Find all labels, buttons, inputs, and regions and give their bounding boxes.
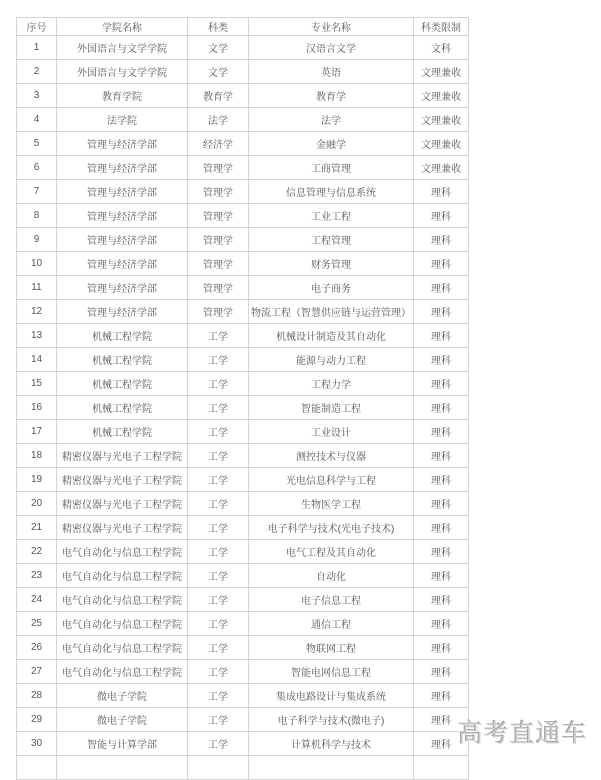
table-cell: 26 [17, 636, 57, 660]
table-cell: 财务管理 [249, 252, 414, 276]
table-row [17, 156, 469, 180]
table-cell: 工学 [188, 372, 249, 396]
table-cell: 通信工程 [249, 612, 414, 636]
table-cell: 13 [17, 324, 57, 348]
table-row [17, 132, 469, 156]
table-cell: 文科 [414, 36, 469, 60]
table-cell: 精密仪器与光电子工程学院 [57, 492, 188, 516]
table-cell: 理科 [414, 684, 469, 708]
table-cell: 电子信息工程 [249, 588, 414, 612]
table-cell: 工学 [188, 660, 249, 684]
table-cell: 工学 [188, 492, 249, 516]
table-cell: 精密仪器与光电子工程学院 [57, 468, 188, 492]
table-cell: 法学 [188, 108, 249, 132]
table-cell: 工学 [188, 564, 249, 588]
table-row [17, 396, 469, 420]
table-cell: 教育学院 [57, 84, 188, 108]
table-cell: 经济学 [188, 132, 249, 156]
table-cell: 汉语言文学 [249, 36, 414, 60]
table-cell: 理科 [414, 492, 469, 516]
table-cell: 工学 [188, 612, 249, 636]
table-cell: 3 [17, 84, 57, 108]
table-cell: 法学 [249, 108, 414, 132]
table-cell: 理科 [414, 420, 469, 444]
table-row [17, 300, 469, 324]
table-cell: 1 [17, 36, 57, 60]
table-cell: 管理与经济学部 [57, 132, 188, 156]
table-cell: 19 [17, 468, 57, 492]
table-cell: 文学 [188, 60, 249, 84]
table-cell: 工学 [188, 516, 249, 540]
table-cell: 工学 [188, 396, 249, 420]
table-row [17, 348, 469, 372]
table-cell: 管理学 [188, 180, 249, 204]
table-row [17, 684, 469, 708]
table-cell: 管理与经济学部 [57, 276, 188, 300]
table-cell: 文理兼收 [414, 60, 469, 84]
table-cell: 工学 [188, 468, 249, 492]
table-row [17, 84, 469, 108]
table-cell: 管理学 [188, 252, 249, 276]
table-cell: 理科 [414, 228, 469, 252]
table-row [17, 660, 469, 684]
table-cell: 物流工程（智慧供应链与运营管理） [249, 300, 414, 324]
table-cell: 25 [17, 612, 57, 636]
table-cell: 14 [17, 348, 57, 372]
table-cell: 电气自动化与信息工程学院 [57, 564, 188, 588]
column-header: 科类限制 [414, 18, 469, 36]
table-row [17, 516, 469, 540]
column-header: 科类 [188, 18, 249, 36]
table-cell: 智能与计算学部 [57, 732, 188, 756]
table-cell: 工业工程 [249, 204, 414, 228]
table-cell: 28 [17, 684, 57, 708]
table-cell: 精密仪器与光电子工程学院 [57, 516, 188, 540]
table-row [17, 588, 469, 612]
table-cell: 22 [17, 540, 57, 564]
table-row [17, 444, 469, 468]
table-cell: 管理学 [188, 204, 249, 228]
table-cell: 工学 [188, 588, 249, 612]
table-row [17, 372, 469, 396]
table-cell: 文理兼收 [414, 84, 469, 108]
table-cell: 理科 [414, 348, 469, 372]
table-cell [188, 756, 249, 780]
table-cell [414, 756, 469, 780]
table-cell: 能源与动力工程 [249, 348, 414, 372]
table-cell: 智能电网信息工程 [249, 660, 414, 684]
table-cell: 工学 [188, 732, 249, 756]
table-row [17, 708, 469, 732]
table-cell: 理科 [414, 180, 469, 204]
table-row [17, 60, 469, 84]
table-cell: 电气自动化与信息工程学院 [57, 588, 188, 612]
table-cell: 智能制造工程 [249, 396, 414, 420]
watermark: 高考直通车 [458, 720, 589, 748]
table-cell: 理科 [414, 540, 469, 564]
table-cell: 工程力学 [249, 372, 414, 396]
table-cell: 英语 [249, 60, 414, 84]
table-cell: 电气自动化与信息工程学院 [57, 540, 188, 564]
table-cell: 光电信息科学与工程 [249, 468, 414, 492]
table-cell: 管理学 [188, 276, 249, 300]
table-cell: 工学 [188, 540, 249, 564]
table-cell: 教育学 [188, 84, 249, 108]
table-cell: 工商管理 [249, 156, 414, 180]
table-cell: 管理与经济学部 [57, 252, 188, 276]
table-cell: 机械工程学院 [57, 420, 188, 444]
table-cell: 理科 [414, 300, 469, 324]
table-cell: 机械工程学院 [57, 324, 188, 348]
table-row [17, 420, 469, 444]
table-cell: 管理学 [188, 228, 249, 252]
table-cell: 信息管理与信息系统 [249, 180, 414, 204]
table-cell: 17 [17, 420, 57, 444]
table-cell: 8 [17, 204, 57, 228]
table-cell: 9 [17, 228, 57, 252]
table-cell: 20 [17, 492, 57, 516]
table-row [17, 612, 469, 636]
table-cell: 21 [17, 516, 57, 540]
table-cell: 理科 [414, 204, 469, 228]
table-cell: 5 [17, 132, 57, 156]
table-cell: 工程管理 [249, 228, 414, 252]
table-cell: 理科 [414, 660, 469, 684]
table-cell: 教育学 [249, 84, 414, 108]
table-cell: 自动化 [249, 564, 414, 588]
table-cell: 理科 [414, 444, 469, 468]
table-cell: 理科 [414, 636, 469, 660]
table-cell: 电子商务 [249, 276, 414, 300]
table-cell: 电气自动化与信息工程学院 [57, 612, 188, 636]
table-cell: 理科 [414, 708, 469, 732]
table-cell: 理科 [414, 612, 469, 636]
table-cell: 24 [17, 588, 57, 612]
table-cell: 管理与经济学部 [57, 156, 188, 180]
table-row [17, 180, 469, 204]
table-cell: 18 [17, 444, 57, 468]
table-cell: 管理与经济学部 [57, 228, 188, 252]
table-cell: 理科 [414, 276, 469, 300]
table-cell: 工学 [188, 420, 249, 444]
table-cell: 管理学 [188, 156, 249, 180]
table-cell [57, 756, 188, 780]
table-cell: 23 [17, 564, 57, 588]
table-row [17, 36, 469, 60]
table-cell: 工学 [188, 348, 249, 372]
table-cell: 精密仪器与光电子工程学院 [57, 444, 188, 468]
table-cell: 管理与经济学部 [57, 300, 188, 324]
admission-table [16, 17, 469, 780]
table-row [17, 492, 469, 516]
table-cell: 15 [17, 372, 57, 396]
table-cell: 4 [17, 108, 57, 132]
table-cell: 6 [17, 156, 57, 180]
table-cell: 理科 [414, 324, 469, 348]
table-row [17, 564, 469, 588]
table-cell: 外国语言与文学学院 [57, 36, 188, 60]
table-cell: 微电子学院 [57, 684, 188, 708]
table-cell: 电气自动化与信息工程学院 [57, 636, 188, 660]
table-cell: 27 [17, 660, 57, 684]
table-cell: 7 [17, 180, 57, 204]
table-cell: 10 [17, 252, 57, 276]
table-cell: 金融学 [249, 132, 414, 156]
table-cell: 理科 [414, 588, 469, 612]
table-cell: 2 [17, 60, 57, 84]
table-cell: 工学 [188, 324, 249, 348]
table-row [17, 228, 469, 252]
table-cell: 管理学 [188, 300, 249, 324]
table-cell: 电子科学与技术(微电子) [249, 708, 414, 732]
table-cell: 物联网工程 [249, 636, 414, 660]
header-row [17, 18, 469, 36]
table-row [17, 732, 469, 756]
table-cell: 工学 [188, 444, 249, 468]
table-row [17, 468, 469, 492]
table-cell: 管理与经济学部 [57, 180, 188, 204]
table-cell [249, 756, 414, 780]
table-cell: 工学 [188, 684, 249, 708]
table-row [17, 540, 469, 564]
table-cell: 工学 [188, 636, 249, 660]
table-cell: 文理兼收 [414, 156, 469, 180]
table-row [17, 636, 469, 660]
column-header: 序号 [17, 18, 57, 36]
table-cell: 电气工程及其自动化 [249, 540, 414, 564]
table-row [17, 756, 469, 780]
table-cell: 集成电路设计与集成系统 [249, 684, 414, 708]
table-cell: 电子科学与技术(光电子技术) [249, 516, 414, 540]
table-cell: 工业设计 [249, 420, 414, 444]
table-cell: 29 [17, 708, 57, 732]
table-cell: 理科 [414, 516, 469, 540]
table-cell: 文理兼收 [414, 132, 469, 156]
table-cell: 理科 [414, 564, 469, 588]
table-row [17, 276, 469, 300]
table-cell: 测控技术与仪器 [249, 444, 414, 468]
column-header: 学院名称 [57, 18, 188, 36]
table-row [17, 252, 469, 276]
table-cell: 理科 [414, 372, 469, 396]
table-cell: 16 [17, 396, 57, 420]
table-row [17, 108, 469, 132]
table-cell: 文理兼收 [414, 108, 469, 132]
table-cell: 法学院 [57, 108, 188, 132]
table-row [17, 204, 469, 228]
table-cell: 文学 [188, 36, 249, 60]
table-cell: 30 [17, 732, 57, 756]
table-cell: 工学 [188, 708, 249, 732]
table-row [17, 324, 469, 348]
table-cell: 生物医学工程 [249, 492, 414, 516]
table-cell: 机械设计制造及其自动化 [249, 324, 414, 348]
table-cell: 微电子学院 [57, 708, 188, 732]
table-cell: 11 [17, 276, 57, 300]
table-cell: 外国语言与文学学院 [57, 60, 188, 84]
table-cell: 管理与经济学部 [57, 204, 188, 228]
table-cell [17, 756, 57, 780]
table-cell: 机械工程学院 [57, 372, 188, 396]
table-cell: 理科 [414, 468, 469, 492]
table-cell: 12 [17, 300, 57, 324]
table-cell: 机械工程学院 [57, 396, 188, 420]
table-cell: 电气自动化与信息工程学院 [57, 660, 188, 684]
table-cell: 机械工程学院 [57, 348, 188, 372]
table-cell: 理科 [414, 252, 469, 276]
table-cell: 理科 [414, 732, 469, 756]
table-cell: 计算机科学与技术 [249, 732, 414, 756]
column-header: 专业名称 [249, 18, 414, 36]
table-cell: 理科 [414, 396, 469, 420]
